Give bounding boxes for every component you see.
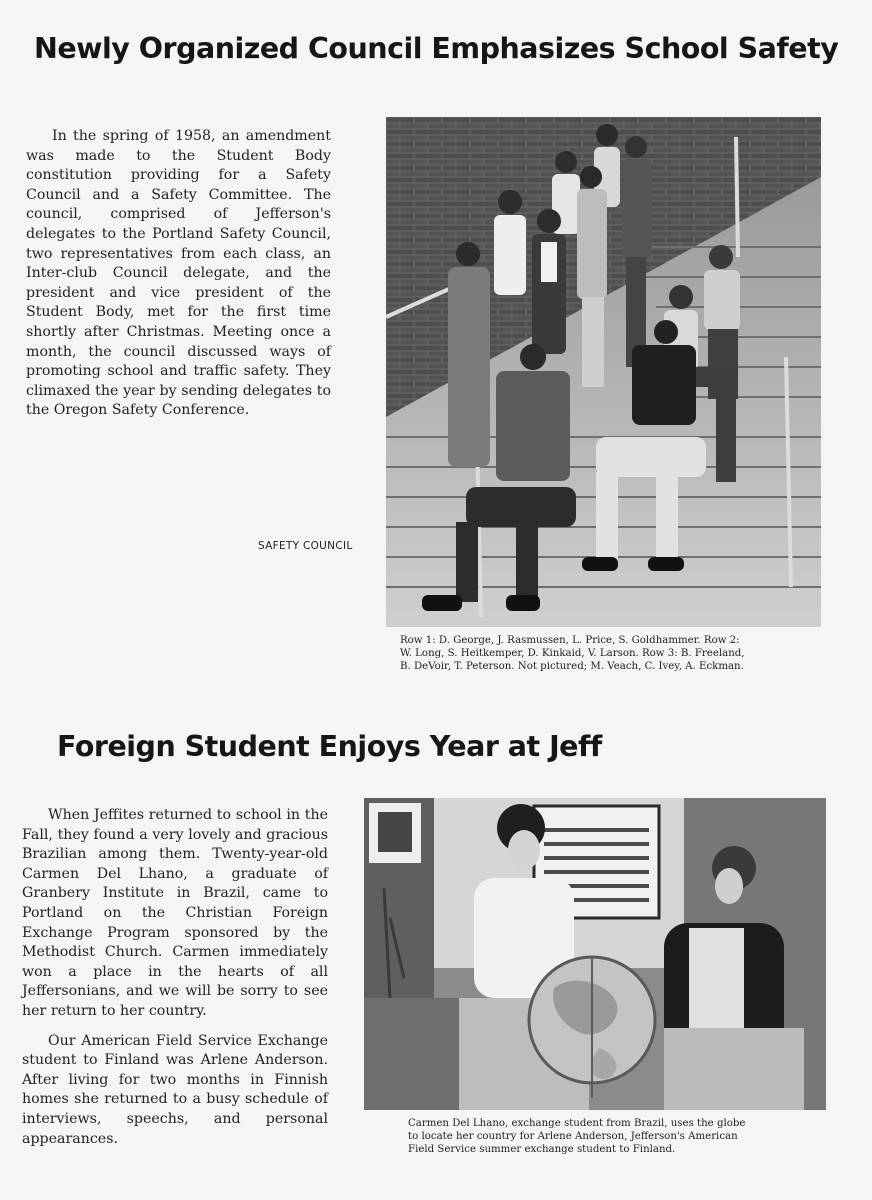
photo-label: SAFETY COUNCIL (258, 540, 353, 552)
council-paragraph: In the spring of 1958, an amendment was made to the Student Body constitution providing for a Safety Council and a Safety Committee. The council, comprised of Jefferson's delegates to the Portland Safety Council, two representatives from each class, an Inter-club Council delegate, and the president and vice president of the Student Body, met for the first time shortly after Christmas. Meeting once a month, the council discussed ways of promoting school and traffic safety. They climaxed the year by sending delegates to the Oregon Safety Conference. (26, 128, 331, 419)
foreign-student-paragraph-2: Our American Field Service Exchange student to Finland was Arlene Anderson. After living for two months in Finnish homes she returned to a busy schedule of interviews, speechs, and personal appearances. (22, 1032, 328, 1147)
globe-photo (364, 798, 826, 1110)
caption-line: W. Long, S. Heitkemper, D. Kinkaid, V. Larson. Row 3: B. Freeland, (400, 648, 745, 659)
caption-line: B. DeVoir, T. Peterson. Not pictured; M. Veach, C. Ivey, A. Eckman. (400, 661, 744, 672)
foreign-student-paragraph-1: When Jeffites returned to school in the Fall, they found a very lovely and gracious Brazilian among them. Twenty-year-old Carmen Del Lhano, a graduate of Granbery Institute in Brazil, came to Portland on the Christian Foreign Exchange Program sponsored by the Methodist Church. Carmen immediately won a place in the hearts of all Jeffersonians, and we will be sorry to see her return to her country. (22, 807, 328, 1019)
council-caption (400, 634, 816, 673)
caption-line: Carmen Del Lhano, exchange student from Brazil, uses the globe (408, 1118, 746, 1129)
caption-line: Field Service summer exchange student to Finland. (408, 1144, 676, 1155)
safety-council-photo (386, 117, 821, 627)
council-article (26, 127, 331, 431)
council-headline: Newly Organized Council Emphasizes School Safety (34, 32, 839, 65)
safety-council-photo-art (386, 117, 821, 627)
caption-line: to locate her country for Arlene Anderson, Jefferson's American (408, 1131, 738, 1142)
caption-line: Row 1: D. George, J. Rasmussen, L. Price, S. Goldhammer. Row 2: (400, 635, 740, 646)
foreign-student-article (22, 806, 328, 1159)
foreign-student-headline: Foreign Student Enjoys Year at Jeff (57, 730, 602, 763)
globe-caption (408, 1117, 800, 1156)
globe-photo-art (364, 798, 826, 1110)
